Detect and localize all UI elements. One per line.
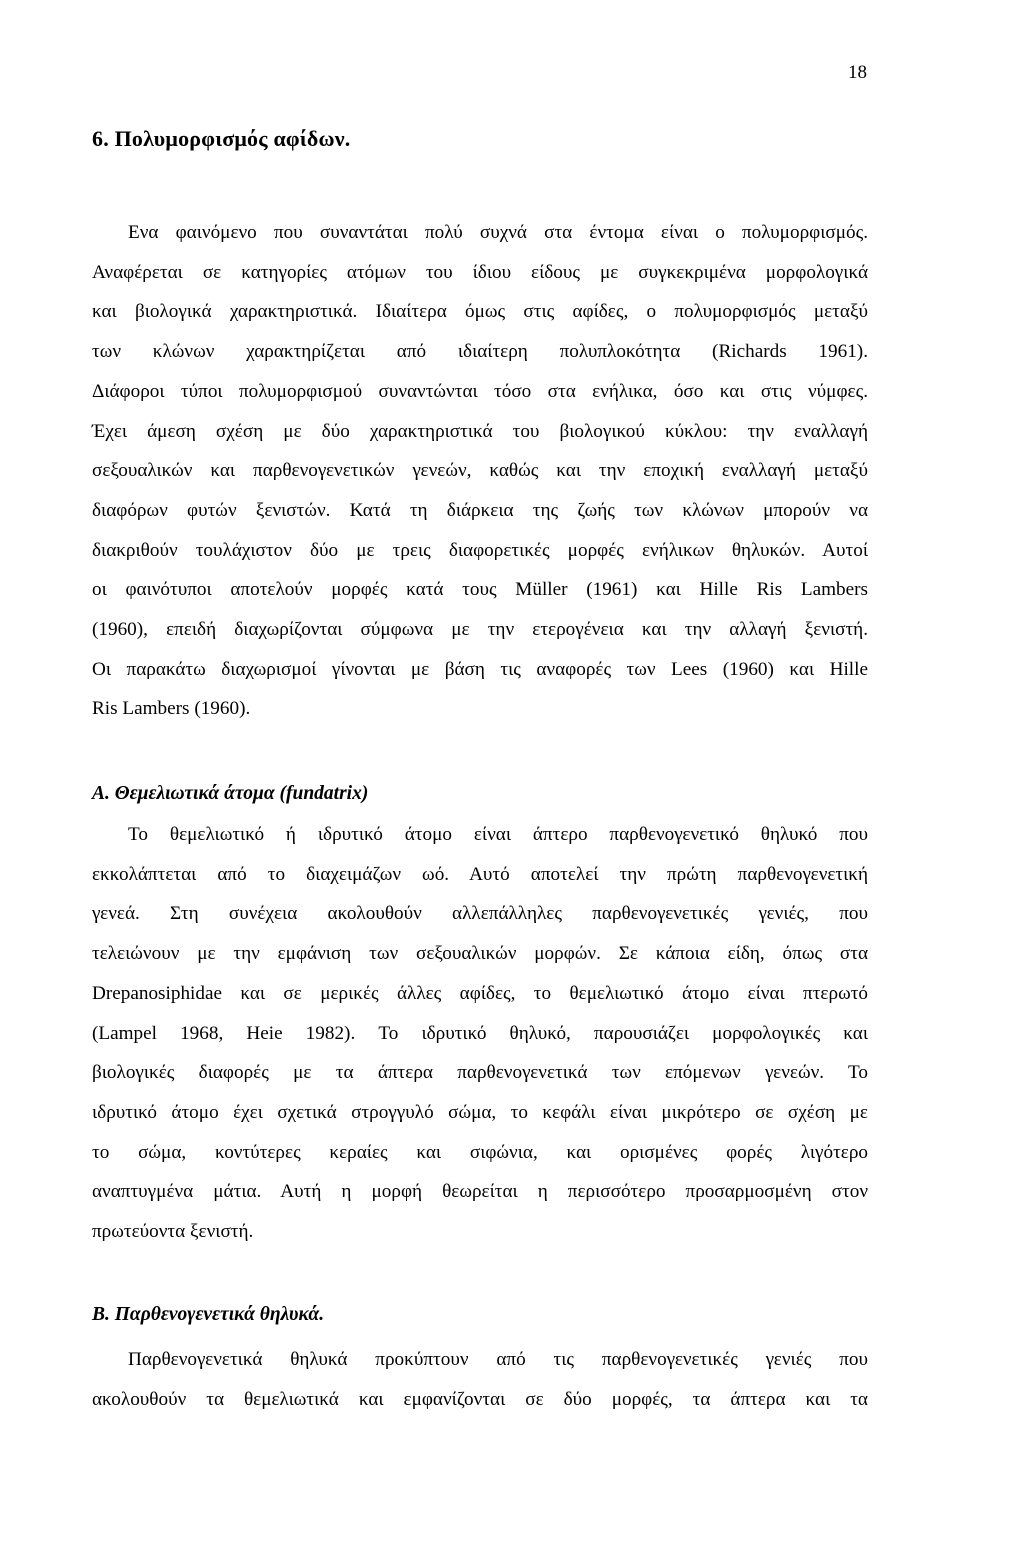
paragraph-line: ιδρυτικό άτομο έχει σχετικά στρογγυλό σώμα, το κεφάλι είναι μικρότερο σε σχέση με — [92, 1101, 868, 1123]
paragraph-line: αναπτυγμένα μάτια. Αυτή η μορφή θεωρείται η περισσότερο προσαρμοσμένη στον — [92, 1181, 868, 1203]
paragraph-line: Drepanosiphidae και σε μερικές άλλες αφίδες, το θεμελιωτικό άτομο είναι πτερωτό — [92, 982, 868, 1004]
paragraph-line: και βιολογικά χαρακτηριστικά. Ιδιαίτερα όμως στις αφίδες, ο πολυμορφισμός μεταξύ — [92, 301, 868, 323]
paragraph-line: Παρθενογενετικά θηλυκά προκύπτουν από τις παρθενογενετικές γενιές που — [128, 1349, 868, 1370]
paragraph-line: πρωτεύοντα ξενιστή. — [92, 1221, 254, 1243]
paragraph-line: Το θεμελιωτικό ή ιδρυτικό άτομο είναι άπτερο παρθενογενετικό θηλυκό που — [128, 824, 868, 845]
paragraph-line: βιολογικές διαφορές με τα άπτερα παρθενογενετικά των επόμενων γενεών. Το — [92, 1062, 868, 1084]
page-number: 18 — [848, 62, 867, 83]
paragraph-line: γενεά. Στη συνέχεια ακολουθούν αλλεπάλληλες παρθενογενετικές γενιές, που — [92, 903, 868, 925]
paragraph-line: Οι παρακάτω διαχωρισμοί γίνονται με βάση τις αναφορές των Lees (1960) και Hille — [92, 658, 868, 680]
paragraph-line: οι φαινότυποι αποτελούν μορφές κατά τους Müller (1961) και Hille Ris Lambers — [92, 579, 868, 601]
paragraph-line: διακριθούν τουλάχιστον δύο με τρεις διαφορετικές μορφές ενήλικων θηλυκών. Αυτοί — [92, 539, 868, 561]
paragraph-line: Διάφοροι τύποι πολυμορφισμού συναντώνται τόσο στα ενήλικα, όσο και στις νύμφες. — [92, 380, 868, 402]
parthenogenetic-paragraph — [92, 1340, 868, 1419]
intro-paragraph — [92, 213, 868, 729]
paragraph-line: Ris Lambers (1960). — [92, 698, 251, 720]
fundatrix-paragraph — [92, 815, 868, 1252]
paragraph-line: Έχει άμεση σχέση με δύο χαρακτηριστικά του βιολογικού κύκλου: την εναλλαγή — [92, 420, 868, 442]
paragraph-line: το σώμα, κοντύτερες κεραίες και σιφώνια, και ορισμένες φορές λιγότερο — [92, 1141, 868, 1163]
paragraph-line: τελειώνουν με την εμφάνιση των σεξουαλικών μορφών. Σε κάποια είδη, όπως στα — [92, 943, 868, 965]
paragraph-line: ακολουθούν τα θεμελιωτικά και εμφανίζονται σε δύο μορφές, τα άπτερα και τα — [92, 1388, 868, 1410]
subsection-heading-parthenogenetic: Β. Παρθενογενετικά θηλυκά. — [92, 1304, 325, 1325]
paragraph-line: Ενα φαινόμενο που συναντάται πολύ συχνά στα έντομα είναι ο πολυμορφισμός. — [128, 222, 868, 243]
section-title: 6. Πολυμορφισμός αφίδων. — [92, 126, 351, 151]
paragraph-line: των κλώνων χαρακτηρίζεται από ιδιαίτερη πολυπλοκότητα (Richards 1961). — [92, 341, 868, 363]
paragraph-line: σεξουαλικών και παρθενογενετικών γενεών, καθώς και την εποχική εναλλαγή μεταξύ — [92, 460, 868, 482]
paragraph-line: διαφόρων φυτών ξενιστών. Κατά τη διάρκεια της ζωής των κλώνων μπορούν να — [92, 499, 868, 521]
paragraph-line: εκκολάπτεται από το διαχειμάζων ωό. Αυτό αποτελεί την πρώτη παρθενογενετική — [92, 863, 868, 885]
paragraph-line: (Lampel 1968, Heie 1982). Το ιδρυτικό θηλυκό, παρουσιάζει μορφολογικές και — [92, 1022, 868, 1044]
subsection-heading-fundatrix: Α. Θεμελιωτικά άτομα (fundatrix) — [92, 783, 369, 804]
paragraph-line: (1960), επειδή διαχωρίζονται σύμφωνα με την ετερογένεια και την αλλαγή ξενιστή. — [92, 619, 868, 641]
paragraph-line: Αναφέρεται σε κατηγορίες ατόμων του ίδιου είδους με συγκεκριμένα μορφολογικά — [92, 261, 868, 283]
